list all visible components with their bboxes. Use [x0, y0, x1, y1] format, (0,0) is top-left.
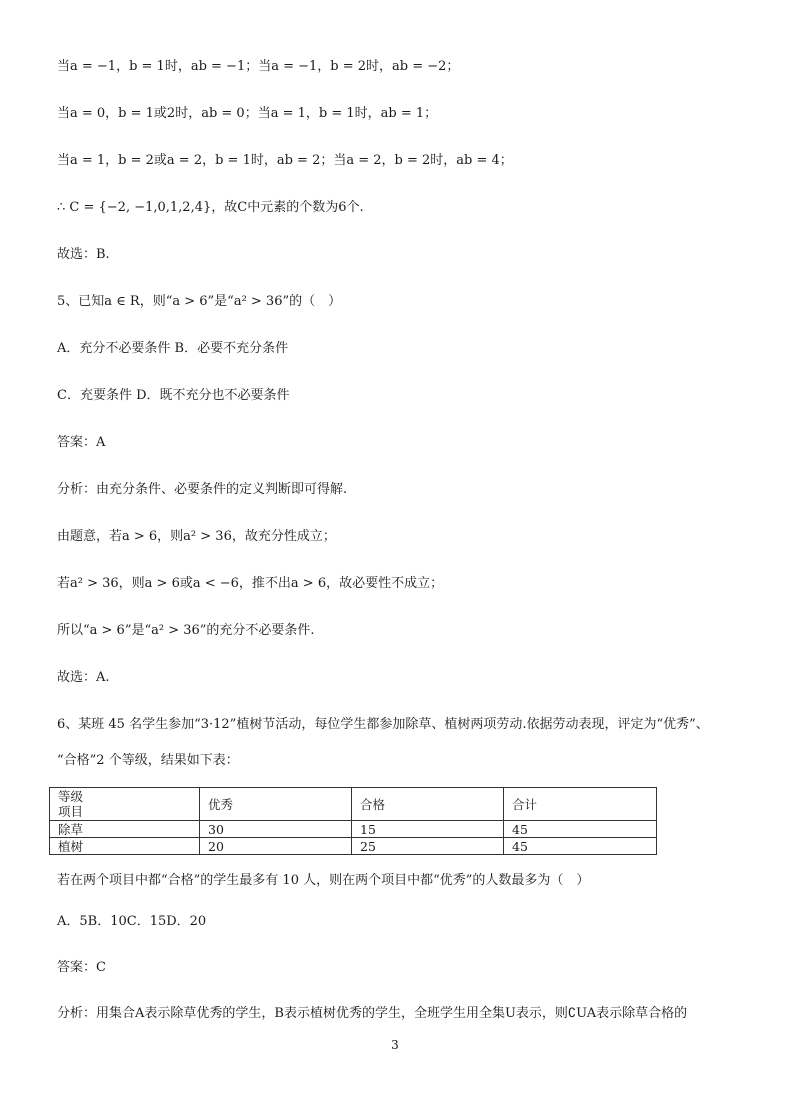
- table-row: [50, 821, 657, 838]
- table-header-cell: 优秀: [200, 788, 352, 821]
- text-line: 当a = 0，b = 1或2时，ab = 0；当a = 1，b = 1时，ab = 1；: [57, 106, 438, 121]
- page-number: 3: [391, 1038, 399, 1052]
- text-line: “合格”2 个等级，结果如下表：: [57, 753, 239, 768]
- table-row-label: 植树: [50, 838, 200, 855]
- table-cell: 30: [200, 821, 352, 838]
- table-corner-cell: [50, 788, 200, 821]
- option-line: C．充要条件 D．既不充分也不必要条件: [57, 388, 290, 403]
- text-line: 当a = −1，b = 1时，ab = −1；当a = −1，b = 2时，ab = −2；: [57, 59, 460, 74]
- option-line: A．5B．10C．15D．20: [57, 914, 207, 929]
- question-6: 6、某班 45 名学生参加“3·12”植树节活动，每位学生都参加除草、植树两项劳动.依据劳动表现，评定为“优秀”、: [57, 717, 709, 732]
- table-header-cell: 合格: [352, 788, 504, 821]
- analysis-line: 分析：由充分条件、必要条件的定义判断即可得解.: [57, 482, 348, 497]
- table-cell: 15: [352, 821, 504, 838]
- table-header-row: [50, 788, 657, 821]
- text-line: 若a² > 36，则a > 6或a < −6，推不出a > 6，故必要性不成立；: [57, 576, 444, 591]
- table-cell: 20: [200, 838, 352, 855]
- table-cell: 45: [504, 821, 657, 838]
- table-cell: 25: [352, 838, 504, 855]
- answer-line: 答案：A: [57, 435, 106, 450]
- table-cell: 45: [504, 838, 657, 855]
- grade-table: [49, 787, 657, 855]
- table-header-cell: 合计: [504, 788, 657, 821]
- text-line: 故选：A.: [57, 670, 110, 685]
- answer-line: 答案：C: [57, 960, 106, 975]
- corner-bottom-label: 项目: [58, 804, 84, 819]
- text-line: 当a = 1，b = 2或a = 2，b = 1时，ab = 2；当a = 2，b = 2时，ab = 4；: [57, 153, 513, 168]
- text-line: 若在两个项目中都“合格”的学生最多有 10 人，则在两个项目中都“优秀”的人数最多为（ ）: [57, 873, 590, 888]
- text-line: 故选：B.: [57, 247, 110, 262]
- question-5: 5、已知a ∈ R，则“a > 6”是“a² > 36”的（ ）: [57, 294, 342, 309]
- text-line: 所以“a > 6”是“a² > 36”的充分不必要条件.: [57, 623, 315, 638]
- text-line: 由题意，若a > 6，则a² > 36，故充分性成立；: [57, 529, 336, 544]
- table-row: [50, 838, 657, 855]
- text-line: ∴ C = {−2, −1,0,1,2,4}，故C中元素的个数为6个.: [57, 200, 364, 215]
- corner-top-label: 等级: [58, 789, 84, 804]
- option-line: A．充分不必要条件 B．必要不充分条件: [57, 341, 289, 356]
- table-row-label: 除草: [50, 821, 200, 838]
- analysis-line: 分析：用集合A表示除草优秀的学生，B表示植树优秀的学生，全班学生用全集U表示，则∁UA表示除草合格的: [57, 1006, 688, 1021]
